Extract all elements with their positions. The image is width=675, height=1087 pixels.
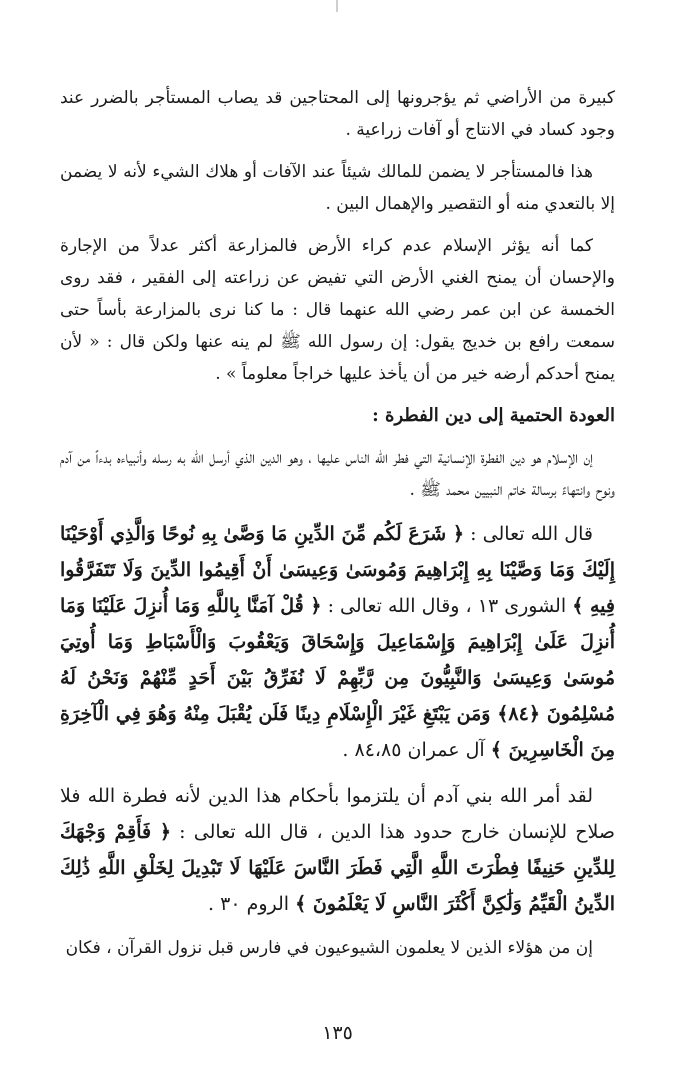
quran-verse-rum: ﴿ فَأَقِمْ وَجْهَكَ لِلدِّينِ حَنِيفًا فِطْرَتَ اللَّهِ الَّتِي فَطَرَ النَّاسَ عَلَيْهَا لَا تَبْدِيلَ لِخَلْقِ اللَّهِ ذَٰلِكَ الدِّينُ الْقَيِّمُ وَلَٰكِنَّ أَكْثَرَ النَّاسِ لَا يَعْلَمُونَ ﴾ bbox=[60, 821, 615, 915]
quran-reference-rum: الروم ٣٠ . bbox=[208, 893, 296, 915]
paragraph-last: إن من هؤلاء الذين لا يعلمون الشيوعيون في فارس قبل نزول القرآن ، فكان bbox=[65, 938, 593, 958]
paragraph-sharecropping-hadith: كما أنه يؤثر الإسلام عدم كراء الأرض فالمزارعة أكثر عدلاً من الإجارة والإحسان أن يمنح الغني الأرض التي تفيض عن زراعته إلى الفقير ، فقد روى الخمسة عن ابن عمر رضي الله عنهما قال : ما كنا نرى بالمزارعة بأساً حتى سمعت رافع بن خديج يقول: إن رسول الله ﷺ لم ينه عنها ولكن قال : « لأن يمنح أحدكم أرضه خير من أن يأخذ عليها خراجاً معلوماً » . bbox=[60, 236, 615, 384]
quran-reference-shura: الشورى ١٣ ، وقال الله تعالى : bbox=[321, 595, 573, 617]
page-number: ١٣٥ bbox=[322, 1022, 353, 1044]
paragraph-religion-of-fitra: إن الإسلام هو دين الفطرة الإنسانية التي فطر الله الناس عليها ، وهو الدين الذي أرسل الله به رسله وأنبياءه بدءاً من آدم ونوح وانتهاءً برسالة خاتم النبيين محمد ﷺ . bbox=[60, 448, 615, 500]
paragraph-quran-verses-2 bbox=[60, 778, 615, 922]
quran-intro-text-2: لقد أمر الله بني آدم أن يلتزموا بأحكام هذا الدين لأنه فطرة الله فلا صلاح للإنسان خارج حدود هذا الدين ، قال الله تعالى : bbox=[60, 785, 615, 843]
page-top-mark bbox=[336, 0, 338, 12]
quran-verse-shura: ﴿ شَرَعَ لَكُم مِّنَ الدِّينِ مَا وَصَّىٰ بِهِ نُوحًا وَالَّذِي أَوْحَيْنَا إِلَيْكَ وَمَا وَصَّيْنَا بِهِ إِبْرَاهِيمَ وَمُوسَىٰ وَعِيسَىٰ أَنْ أَقِيمُوا الدِّينَ وَلَا تَتَفَرَّقُوا فِيهِ ﴾ bbox=[60, 523, 615, 617]
paragraph-quran-verses-1 bbox=[60, 516, 615, 768]
paragraph-continued: كبيرة من الأراضي ثم يؤجرونها إلى المحتاجين قد يصاب المستأجر بالضرر عند وجود كساد في الانتاج أو آفات زراعية . bbox=[60, 88, 615, 140]
section-heading: العودة الحتمية إلى دين الفطرة : bbox=[372, 405, 615, 426]
quran-verse-al-imran: ﴿ قُلْ آمَنَّا بِاللَّهِ وَمَا أُنزِلَ عَلَيْنَا وَمَا أُنزِلَ عَلَىٰ إِبْرَاهِيمَ وَإِسْمَاعِيلَ وَإِسْحَاقَ وَيَعْقُوبَ وَالْأَسْبَاطِ وَمَا أُوتِيَ مُوسَىٰ وَعِيسَىٰ وَالنَّبِيُّونَ مِن رَّبِّهِمْ لَا نُفَرِّقُ بَيْنَ أَحَدٍ مِّنْهُمْ وَنَحْنُ لَهُ مُسْلِمُونَ ﴿٨٤﴾ وَمَن يَبْتَغِ غَيْرَ الْإِسْلَامِ دِينًا فَلَن يُقْبَلَ مِنْهُ وَهُوَ فِي الْآخِرَةِ مِنَ الْخَاسِرِينَ ﴾ bbox=[60, 595, 615, 761]
quran-reference-al-imran: آل عمران ٨٤،٨٥ . bbox=[342, 739, 491, 761]
paragraph-tenant-liability: هذا فالمستأجر لا يضمن للمالك شيئاً عند الآفات أو هلاك الشيء لأنه لا يضمن إلا بالتعدي منه أو التقصير والإهمال البين . bbox=[60, 162, 615, 214]
quran-intro-text: قال الله تعالى : bbox=[464, 523, 593, 545]
